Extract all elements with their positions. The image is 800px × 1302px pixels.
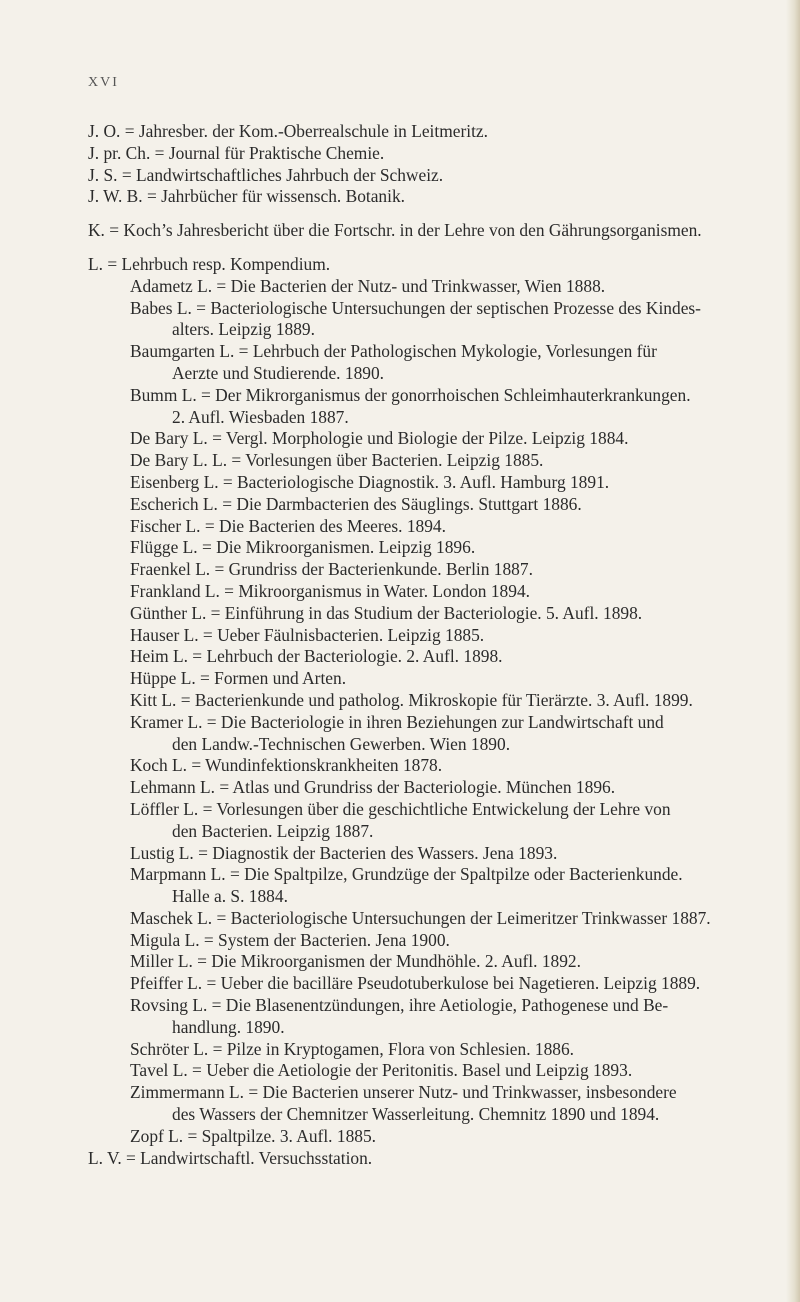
abbreviation-list bbox=[88, 121, 788, 1169]
abbreviation-entry: Frankland L. = Mikroorganismus in Water. London 1894. bbox=[130, 580, 530, 601]
abbreviation-entry: J. pr. Ch. = Journal für Praktische Chemie. bbox=[88, 142, 385, 163]
abbreviation-entry: J. W. B. = Jahrbücher für wissensch. Botanik. bbox=[88, 186, 406, 207]
abbreviation-entry: De Bary L. L. = Vorlesungen über Bacterien. Leipzig 1885. bbox=[130, 450, 544, 471]
abbreviation-entry: Hüppe L. = Formen und Arten. bbox=[130, 668, 347, 689]
abbreviation-entry: De Bary L. = Vergl. Morphologie und Biologie der Pilze. Leipzig 1884. bbox=[130, 428, 629, 449]
abbreviation-entry: J. S. = Landwirtschaftliches Jahrbuch der Schweiz. bbox=[88, 164, 444, 185]
entry-continuation: Halle a. S. 1884. bbox=[172, 886, 288, 907]
entry-continuation: alters. Leipzig 1889. bbox=[172, 319, 315, 340]
abbreviation-entry: Hauser L. = Ueber Fäulnisbacterien. Leipzig 1885. bbox=[130, 624, 485, 645]
abbreviation-entry: K. = Koch’s Jahresbericht über die Fortschr. in der Lehre von den Gährungsorganismen. bbox=[88, 220, 702, 241]
entry-continuation: Aerzte und Studierende. 1890. bbox=[172, 362, 385, 383]
abbreviation-entry: Flügge L. = Die Mikroorganismen. Leipzig 1896. bbox=[130, 537, 476, 558]
abbreviation-entry: Zopf L. = Spaltpilze. 3. Aufl. 1885. bbox=[130, 1125, 376, 1146]
entry-continuation: den Landw.-Technischen Gewerben. Wien 1890. bbox=[172, 733, 511, 754]
abbreviation-entry: Fraenkel L. = Grundriss der Bacterienkunde. Berlin 1887. bbox=[130, 559, 533, 580]
page-number: XVI bbox=[88, 75, 119, 90]
abbreviation-entry: Miller L. = Die Mikroorganismen der Mundhöhle. 2. Aufl. 1892. bbox=[130, 951, 581, 972]
entry-continuation: den Bacterien. Leipzig 1887. bbox=[172, 820, 374, 841]
abbreviation-entry: Eisenberg L. = Bacteriologische Diagnostik. 3. Aufl. Hamburg 1891. bbox=[130, 471, 610, 492]
entry-continuation: 2. Aufl. Wiesbaden 1887. bbox=[172, 406, 349, 427]
abbreviation-entry: Baumgarten L. = Lehrbuch der Pathologischen Mykologie, Vorlesungen für bbox=[130, 341, 657, 362]
abbreviation-entry: Zimmermann L. = Die Bacterien unserer Nutz- und Trinkwasser, insbesondere bbox=[130, 1082, 677, 1103]
abbreviation-entry: Rovsing L. = Die Blasenentzündungen, ihre Aetiologie, Pathogenese und Be- bbox=[130, 995, 669, 1016]
entry-continuation: des Wassers der Chemnitzer Wasserleitung. Chemnitz 1890 und 1894. bbox=[172, 1104, 660, 1125]
abbreviation-entry: Schröter L. = Pilze in Kryptogamen, Flora von Schlesien. 1886. bbox=[130, 1038, 575, 1059]
section-gap bbox=[88, 242, 788, 254]
abbreviation-entry: Fischer L. = Die Bacterien des Meeres. 1894. bbox=[130, 515, 446, 536]
abbreviation-entry: L. V. = Landwirtschaftl. Versuchsstation. bbox=[88, 1147, 373, 1168]
abbreviation-entry: Bumm L. = Der Mikrorganismus der gonorrhoischen Schleimhauterkrankungen. bbox=[130, 384, 691, 405]
abbreviation-entry: Escherich L. = Die Darmbacterien des Säuglings. Stuttgart 1886. bbox=[130, 493, 582, 514]
entry-continuation: handlung. 1890. bbox=[172, 1016, 285, 1037]
abbreviation-entry: Babes L. = Bacteriologische Untersuchungen der septischen Prozesse des Kindes- bbox=[130, 297, 701, 318]
abbreviation-entry: Pfeiffer L. = Ueber die bacilläre Pseudotuberkulose bei Nagetieren. Leipzig 1889. bbox=[130, 973, 701, 994]
abbreviation-entry: Löffler L. = Vorlesungen über die geschichtliche Entwickelung der Lehre von bbox=[130, 798, 671, 819]
abbreviation-entry: Heim L. = Lehrbuch der Bacteriologie. 2. Aufl. 1898. bbox=[130, 646, 503, 667]
abbreviation-entry: Lehmann L. = Atlas und Grundriss der Bacteriologie. München 1896. bbox=[130, 777, 616, 798]
abbreviation-entry: Migula L. = System der Bacterien. Jena 1900. bbox=[130, 929, 450, 950]
abbreviation-entry: Kramer L. = Die Bacteriologie in ihren Beziehungen zur Landwirtschaft und bbox=[130, 711, 664, 732]
abbreviation-entry: Tavel L. = Ueber die Aetiologie der Peritonitis. Basel und Leipzig 1893. bbox=[130, 1060, 633, 1081]
page-edge-shadow bbox=[786, 0, 800, 1302]
abbreviation-entry: J. O. = Jahresber. der Kom.-Oberrealschule in Leitmeritz. bbox=[88, 121, 488, 141]
abbreviation-entry: Günther L. = Einführung in das Studium der Bacteriologie. 5. Aufl. 1898. bbox=[130, 602, 643, 623]
abbreviation-entry: Maschek L. = Bacteriologische Untersuchungen der Leimeritzer Trinkwasser 1887. bbox=[130, 907, 711, 928]
abbreviation-entry: L. = Lehrbuch resp. Kompendium. bbox=[88, 253, 331, 274]
abbreviation-entry: Lustig L. = Diagnostik der Bacterien des Wassers. Jena 1893. bbox=[130, 842, 558, 863]
abbreviation-entry: Koch L. = Wundinfektionskrankheiten 1878. bbox=[130, 755, 443, 776]
abbreviation-entry: Kitt L. = Bacterienkunde und patholog. Mikroskopie für Tierärzte. 3. Aufl. 1899. bbox=[130, 689, 693, 710]
abbreviation-entry: Marpmann L. = Die Spaltpilze, Grundzüge der Spaltpilze oder Bacterienkunde. bbox=[130, 864, 683, 885]
section-gap bbox=[88, 208, 788, 220]
abbreviation-entry: Adametz L. = Die Bacterien der Nutz- und Trinkwasser, Wien 1888. bbox=[130, 275, 606, 296]
